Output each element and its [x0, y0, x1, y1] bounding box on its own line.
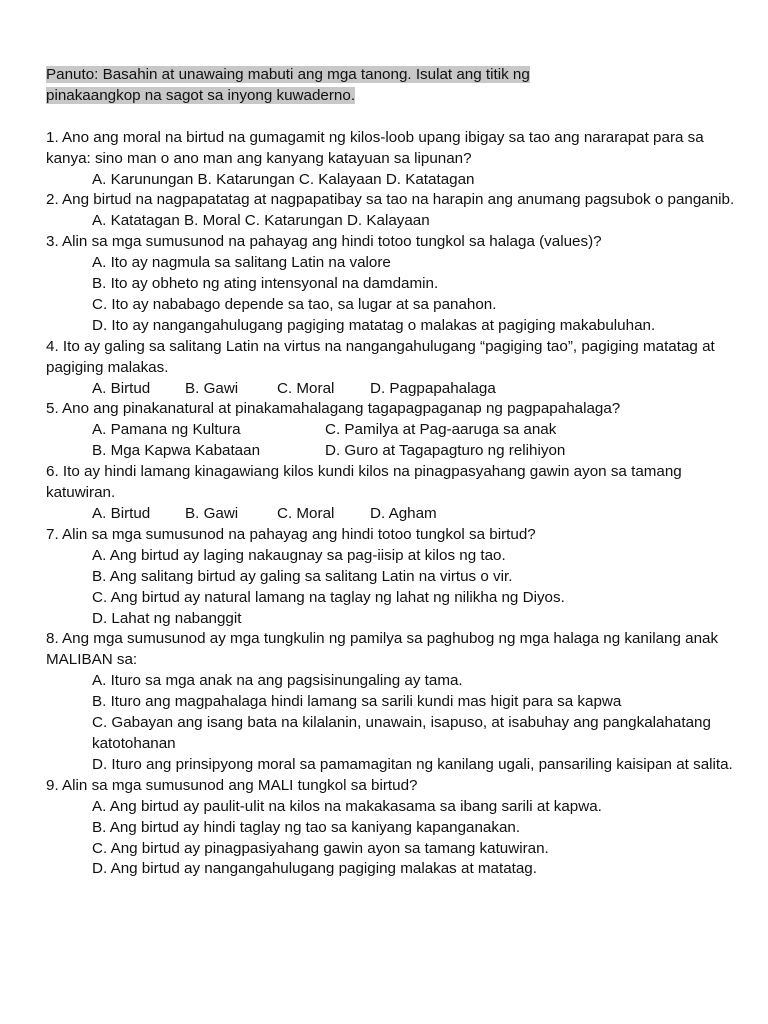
question-8: 8. Ang mga sumusunod ay mga tungkulin ng pamilya sa paghubog ng mga halaga ng kanilang anak MALIBAN sa:	[46, 630, 719, 669]
question-9-option-a: A. Ang birtud ay paulit-ulit na kilos na makakasama sa ibang sarili at kapwa.	[92, 797, 602, 815]
question-4-option-c: C. Moral	[277, 379, 335, 397]
question-3-option-a: A. Ito ay nagmula sa salitang Latin na valore	[92, 254, 391, 272]
question-9-option-c: C. Ang birtud ay pinagpasiyahang gawin ayon sa tamang katuwiran.	[92, 839, 549, 857]
question-6-option-a: A. Birtud	[92, 505, 151, 523]
question-8-option-c: C. Gabayan ang isang bata na kilalanin, unawain, isapuso, at isabuhay ang pangkalahatang katotohanan	[92, 714, 711, 752]
question-5-options	[92, 420, 746, 462]
question-4: 4. Ito ay galing sa salitang Latin na virtus na nangangahulugang “pagiging tao”, pagiging matatag at pagiging malakas.	[46, 337, 715, 376]
question-9-option-b: B. Ang birtud ay hindi taglay ng tao sa kaniyang kapanganakan.	[92, 818, 521, 836]
question-4-options	[92, 379, 746, 400]
question-7-option-d: D. Lahat ng nabanggit	[92, 609, 242, 627]
question-5-option-d: D. Guro at Tagapagturo ng relihiyon	[325, 442, 566, 460]
question-2: 2. Ang birtud na nagpapatatag at nagpapatibay sa tao na harapin ang anumang pagsubok o panganib.	[46, 191, 735, 209]
question-4-option-d: D. Pagpapahalaga	[370, 379, 496, 397]
question-8-option-b: B. Ituro ang magpahalaga hindi lamang sa sarili kundi mas higit para sa kapwa	[92, 693, 622, 711]
question-4-option-a: A. Birtud	[92, 379, 151, 397]
question-7-option-b: B. Ang salitang birtud ay galing sa salitang Latin na virtus o vir.	[92, 567, 513, 585]
question-6-option-d: D. Agham	[370, 505, 437, 523]
question-6-option-c: C. Moral	[277, 505, 335, 523]
instructions-line-2: pinakaangkop na sagot sa inyong kuwaderno.	[46, 86, 356, 104]
question-2-options: A. Katatagan B. Moral C. Katarungan D. Kalayaan	[92, 212, 430, 230]
question-1: 1. Ano ang moral na birtud na gumagamit ng kilos-loob upang ibigay sa tao ang nararapat para sa kanya: sino man o ano man ang kanyang katayuan sa lipunan?	[46, 128, 704, 167]
question-3-option-c: C. Ito ay nababago depende sa tao, sa lugar at sa panahon.	[92, 295, 497, 313]
question-5-option-c: C. Pamilya at Pag-aaruga sa anak	[325, 421, 557, 439]
question-7-option-c: C. Ang birtud ay natural lamang na taglay ng lahat ng nilikha ng Diyos.	[92, 588, 565, 606]
question-9-option-d: D. Ang birtud ay nangangahulugang pagiging malakas at matatag.	[92, 860, 537, 878]
instructions	[46, 65, 746, 107]
question-3-option-b: B. Ito ay obheto ng ating intensyonal na damdamin.	[92, 275, 439, 293]
question-4-option-b: B. Gawi	[185, 379, 239, 397]
question-5-option-b: B. Mga Kapwa Kabataan	[92, 442, 261, 460]
question-1-options: A. Karunungan B. Katarungan C. Kalayaan D. Katatagan	[92, 170, 475, 188]
question-6-option-b: B. Gawi	[185, 505, 239, 523]
question-6-options	[92, 504, 746, 525]
question-7-option-a: A. Ang birtud ay laging nakaugnay sa pag-iisip at kilos ng tao.	[92, 546, 506, 564]
question-3-option-d: D. Ito ay nangangahulugang pagiging matatag o malakas at pagiging makabuluhan.	[92, 316, 656, 334]
question-6: 6. Ito ay hindi lamang kinagawiang kilos kundi kilos na pinagpasyahang gawin ayon sa tamang katuwiran.	[46, 463, 682, 502]
question-3: 3. Alin sa mga sumusunod na pahayag ang hindi totoo tungkol sa halaga (values)?	[46, 233, 602, 251]
worksheet-content	[46, 65, 746, 880]
question-9: 9. Alin sa mga sumusunod ang MALI tungkol sa birtud?	[46, 776, 418, 794]
question-5-option-a: A. Pamana ng Kultura	[92, 421, 241, 439]
question-8-option-a: A. Ituro sa mga anak na ang pagsisinungaling ay tama.	[92, 672, 463, 690]
question-8-option-d: D. Ituro ang prinsipyong moral sa pamamagitan ng kanilang ugali, pansariling kaisipan at salita.	[92, 755, 733, 773]
instructions-line-1: Panuto: Basahin at unawaing mabuti ang mga tanong. Isulat ang titik ng	[46, 66, 530, 83]
question-5: 5. Ano ang pinakanatural at pinakamahalagang tagapagpaganap ng pagpapahalaga?	[46, 400, 621, 418]
question-7: 7. Alin sa mga sumusunod na pahayag ang hindi totoo tungkol sa birtud?	[46, 525, 536, 543]
